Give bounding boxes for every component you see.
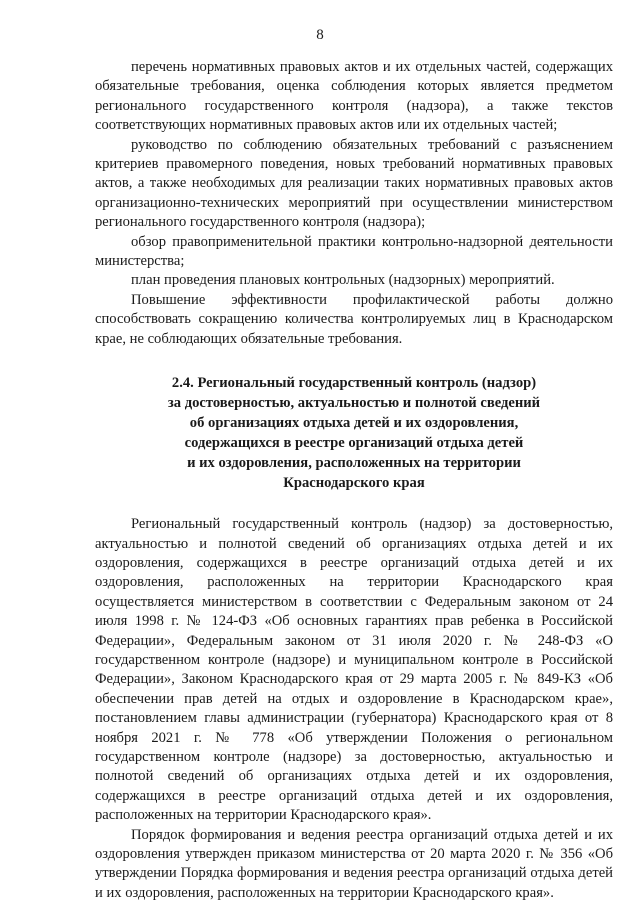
section-heading-line: 2.4. Региональный государственный контроль (надзор)	[171, 375, 537, 392]
section-heading-line: содержащихся в реестре организаций отдыха детей	[184, 435, 524, 452]
section-paragraph: Региональный государственный контроль (надзор) за достоверностью, актуальностью и полнотой сведений об организациях отдыха детей и их оздоровления, содержащихся в реестре организаций отдыха детей и их оздоровления, расположенных на территории Краснодарского края осуществляется министерством в соответствии с Федеральным законом от 24 июля 1998 г. № 124-ФЗ «Об основных гарантиях прав ребенка в Российской Федерации», Федеральным законом от 31 июля 2020 г. № 248-ФЗ «О государственном контроле (надзоре) и муниципальном контроле в Российской Федерации», Законом Краснодарского края от 29 марта 2005 г. № 849-КЗ «Об обеспечении прав детей на отдых и оздоровление в Краснодарском крае», постановлением главы администрации (губернатора) Краснодарского края от 8 ноября 2021 г. № 778 «Об утверждении Положения о региональном государственном контроле (надзоре) за достоверностью, актуальностью и полнотой сведений об организациях отдыха детей и их оздоровления, содержащихся в реестре организаций отдыха детей и их оздоровления, расположенных на территории Краснодарского края».	[95, 516, 613, 824]
closing-paragraph: Повышение эффективности профилактической работы должно способствовать сокращению количества контролируемых лиц в Краснодарском крае, не соблюдающих обязательные требования.	[95, 291, 613, 347]
list-item: руководство по соблюдению обязательных требований с разъяснением критериев правомерного поведения, новых требований нормативных правовых актов, а также необходимых для реализации таких нормативных правовых актов организационно-технических мероприятий при осуществлении министерством регионального государственного контроля (надзора);	[95, 136, 613, 231]
section-heading-line: за достоверностью, актуальностью и полнотой сведений	[167, 395, 541, 412]
section-heading	[95, 373, 613, 493]
document-body	[95, 58, 613, 903]
section-paragraph: Порядок формирования и ведения реестра организаций отдыха детей и их оздоровления утвержден приказом министерства от 20 марта 2020 г. № 356 «Об утверждении Порядка формирования и ведения реестра организаций отдыха детей и их оздоровления, расположенных на территории Краснодарского края».	[95, 826, 613, 901]
section-heading-line: и их оздоровления, расположенных на территории	[187, 455, 521, 472]
list-item: план проведения плановых контрольных (надзорных) мероприятий.	[131, 272, 555, 289]
section-heading-line: Краснодарского края	[283, 475, 425, 492]
section-heading-line: об организациях отдыха детей и их оздоровления,	[189, 415, 519, 432]
list-item: перечень нормативных правовых актов и их отдельных частей, содержащих обязательные требования, оценка соблюдения которых является предметом регионального государственного контроля (надзора), а также текстов соответствующих нормативных правовых актов или их отдельных частей;	[95, 59, 613, 134]
list-item: обзор правоприменительной практики контрольно-надзорной деятельности министерства;	[95, 233, 613, 270]
page-number: 8	[316, 27, 324, 43]
